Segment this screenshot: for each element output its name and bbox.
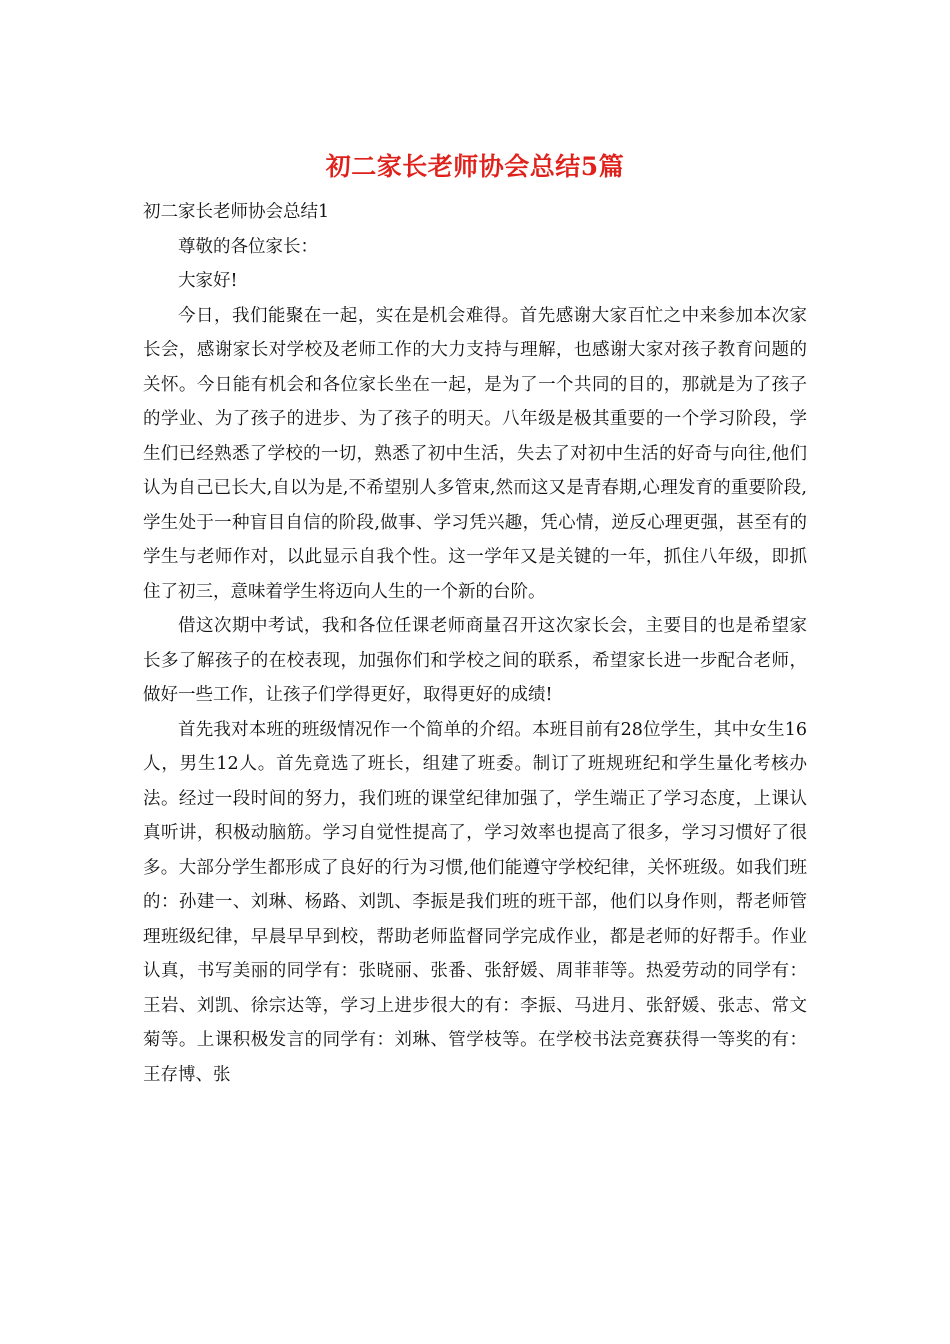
greeting-paragraph: 大家好! — [178, 271, 238, 291]
body-paragraph: 借这次期中考试，我和各位任课老师商量召开这次家长会，主要目的也是希望家长多了解孩子的在校表现，加强你们和学校之间的联系，希望家长进一步配合老师，做好一些工作，让孩子们学得更好，取得更好的成绩! — [143, 616, 807, 705]
body-paragraph: 首先我对本班的班级情况作一个简单的介绍。本班目前有28位学生，其中女生16人，男生12人。首先竟选了班长，组建了班委。制订了班规班纪和学生量化考核办法。经过一段时间的努力，我们班的课堂纪律加强了，学生端正了学习态度，上课认真听讲，积极动脑筋。学习自觉性提高了，学习效率也提高了很多，学习习惯好了很多。大部分学生都形成了良好的行为习惯,他们能遵守学校纪律，关怀班级。如我们班的：孙建一、刘琳、杨路、刘凯、李振是我们班的班干部，他们以身作则，帮老师管理班级纪律，早晨早早到校，帮助老师监督同学完成作业，都是老师的好帮手。作业认真，书写美丽的同学有：张晓丽、张番、张舒媛、周菲菲等。热爱劳动的同学有：王岩、刘凯、徐宗达等，学习上进步很大的有：李振、马进月、张舒媛、张志、常文菊等。上课积极发言的同学有：刘琳、管学枝等。在学校书法竞赛获得一等奖的有：王存博、张 — [143, 719, 807, 1085]
document-title: 初二家长老师协会总结5篇 — [325, 152, 625, 181]
document-body — [143, 195, 807, 1092]
section-heading: 初二家长老师协会总结1 — [143, 202, 330, 222]
salutation-paragraph: 尊敬的各位家长： — [178, 236, 318, 257]
body-paragraph: 今日，我们能聚在一起，实在是机会难得。首先感谢大家百忙之中来参加本次家长会，感谢家长对学校及老师工作的大力支持与理解，也感谢大家对孩子教育问题的关怀。今日能有机会和各位家长坐在一起，是为了一个共同的目的，那就是为了孩子的学业、为了孩子的进步、为了孩子的明天。八年级是极其重要的一个学习阶段，学生们已经熟悉了学校的一切，熟悉了初中生活，失去了对初中生活的好奇与向往,他们认为自己已长大,自以为是,不希望别人多管束,然而这又是青春期,心理发育的重要阶段,学生处于一种盲目自信的阶段,做事、学习凭兴趣，凭心情，逆反心理更强，甚至有的学生与老师作对，以此显示自我个性。这一学年又是关键的一年，抓住八年级，即抓住了初三，意味着学生将迈向人生的一个新的台阶。 — [143, 305, 807, 602]
